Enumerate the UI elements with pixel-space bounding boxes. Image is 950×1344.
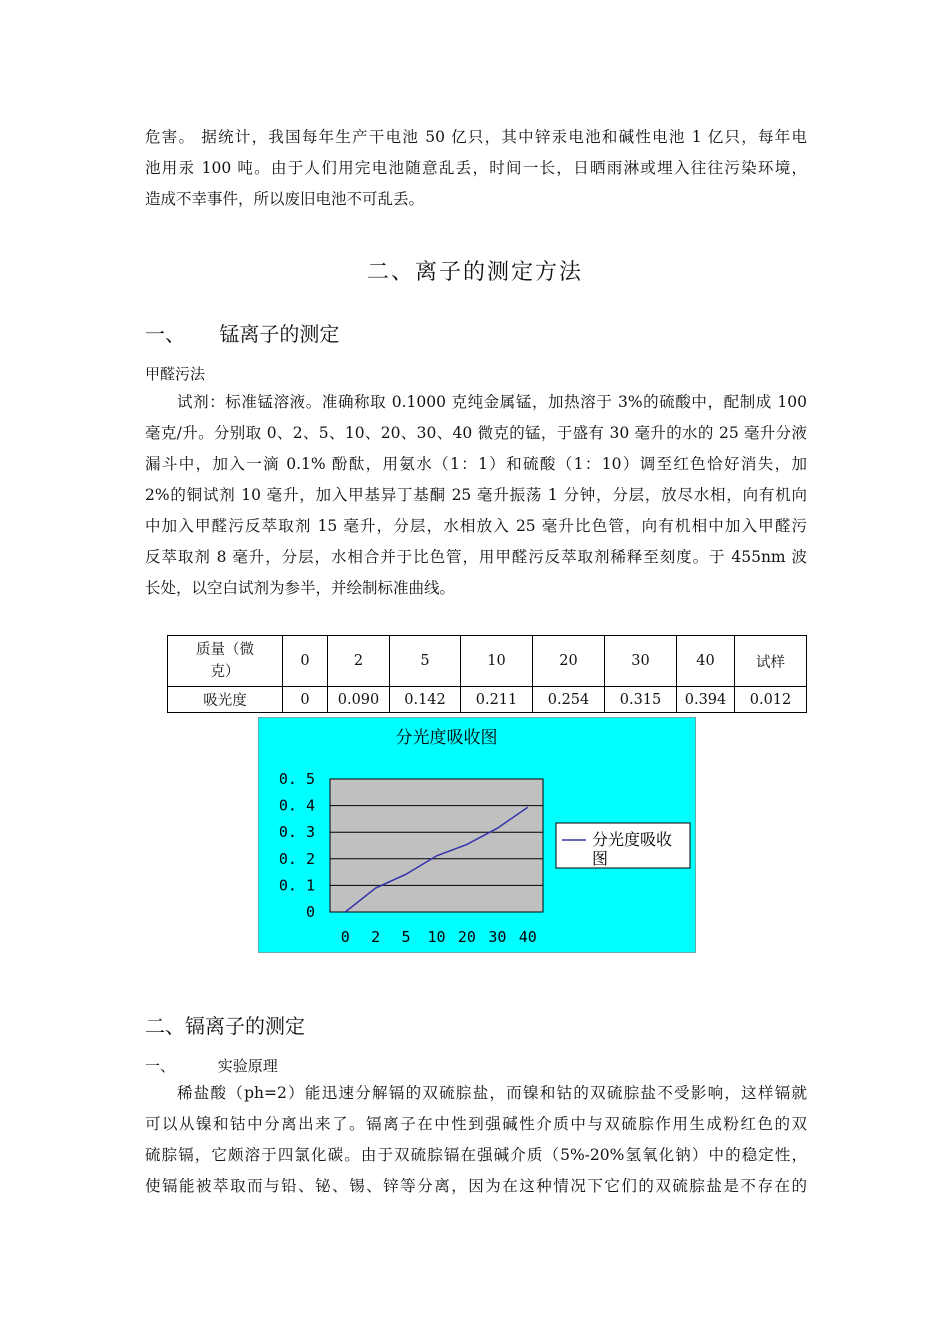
x-tick-label: 40: [518, 928, 537, 946]
absorbance-table: [167, 635, 807, 713]
text-line: 漏斗中，加入一滴 0.1% 酚酞，用氨水（1：1）和硫酸（1：10）调至红色恰好消失，加: [145, 455, 807, 473]
heading-number: 一、: [145, 322, 185, 346]
table-row: [168, 636, 807, 687]
table-cell: 0.090: [328, 687, 390, 713]
mass-header-cell: [168, 636, 283, 687]
x-tick-label: 10: [427, 928, 446, 946]
text-line: 使镉能被萃取而与铅、铋、锡、锌等分离，因为在这种情况下它们的双硫腙盐是不存在的: [145, 1177, 807, 1195]
manganese-paragraph: [145, 387, 807, 604]
text-line: 危害。 据统计，我国每年生产干电池 50 亿只，其中锌汞电池和碱性电池 1 亿只，每年电: [145, 128, 807, 146]
y-tick-label: 0. 1: [278, 876, 315, 895]
x-tick-label: 20: [457, 928, 476, 946]
text-line: 反萃取剂 8 毫升，分层，水相合并于比色管，用甲醛污反萃取剂稀释至刻度。于 455nm 波: [145, 548, 807, 566]
text-line: 稀盐酸（ph=2）能迅速分解镉的双硫腙盐，而镍和钴的双硫腙盐不受影响，这样镉就: [177, 1084, 807, 1102]
subheading-text: 实验原理: [217, 1057, 278, 1075]
x-tick-label: 0: [340, 928, 350, 946]
y-tick-label: 0: [305, 903, 315, 921]
table-cell: 2: [328, 636, 390, 687]
text-line: 造成不幸事件，所以废旧电池不可乱丢。: [145, 190, 425, 208]
x-tick-label: 5: [401, 928, 411, 946]
text-line: 可以从镍和钴中分离出来了。镉离子在中性到强碱性介质中与双硫腙作用生成粉红色的双: [145, 1115, 807, 1133]
table-cell: 0: [283, 687, 328, 713]
table-cell: 40: [677, 636, 735, 687]
legend-label: 图: [592, 849, 609, 868]
cadmium-heading: 二、镉离子的测定: [145, 1014, 305, 1038]
table-cell: 0.394: [677, 687, 735, 713]
chart-svg: [259, 718, 695, 952]
absorbance-header-cell: 吸光度: [168, 687, 283, 713]
table-cell: 0.254: [533, 687, 605, 713]
cadmium-paragraph: [145, 1078, 807, 1202]
legend-label: 分光度吸收: [592, 830, 673, 849]
subheading-number: 一、: [145, 1057, 176, 1075]
manganese-heading: [145, 318, 339, 347]
absorbance-chart: [258, 717, 696, 953]
table-cell: 20: [533, 636, 605, 687]
table-cell: 0.211: [461, 687, 533, 713]
section-title: 二、离子的测定方法: [366, 260, 583, 285]
table-row: [168, 687, 807, 713]
table-cell: 0: [283, 636, 328, 687]
text-line: 池用汞 100 吨。由于人们用完电池随意乱丢，时间一长，日晒雨淋或埋入往往污染环境，: [145, 159, 807, 177]
intro-paragraph: [145, 122, 807, 215]
text-line: 2%的铜试剂 10 毫升，加入甲基异丁基酮 25 毫升振荡 1 分钟，分层，放尽水相，向有机向: [145, 486, 807, 504]
text-line: 长处，以空白试剂为参半，并绘制标准曲线。: [145, 579, 456, 597]
x-tick-label: 2: [371, 928, 381, 946]
table-cell: 30: [605, 636, 677, 687]
chart-title: 分光度吸收图: [395, 728, 498, 748]
mass-header-line: 克）: [210, 664, 240, 680]
y-tick-label: 0. 5: [278, 770, 315, 788]
table-cell: 0.012: [735, 687, 807, 713]
table-cell: 10: [461, 636, 533, 687]
heading-text: 锰离子的测定: [219, 322, 340, 346]
text-line: 试剂：标准锰溶液。准确称取 0.1000 克纯金属锰，加热溶于 3%的硫酸中，配制成 100: [177, 393, 807, 411]
table-cell: 0.142: [390, 687, 461, 713]
table-cell: 试样: [735, 636, 807, 687]
text-line: 硫腙镉，它颇溶于四氯化碳。由于双硫腙镉在强碱介质（5%-20%氢氧化钠）中的稳定性，: [145, 1146, 807, 1164]
method-name: 甲醛污法: [145, 365, 206, 383]
y-tick-label: 0. 4: [278, 796, 315, 815]
x-tick-label: 30: [488, 928, 507, 946]
text-line: 中加入甲醛污反萃取剂 15 毫升，分层，水相放入 25 毫升比色管，向有机相中加入甲醛污: [145, 517, 807, 535]
table-cell: 0.315: [605, 687, 677, 713]
text-line: 毫克/升。分别取 0、2、5、10、20、30、40 微克的锰，于盛有 30 毫升的水的 25 毫升分液: [145, 424, 807, 442]
table-cell: 5: [390, 636, 461, 687]
principle-subheading: [145, 1055, 278, 1076]
mass-header-line: 质量（微: [196, 642, 254, 658]
plot-area: [330, 779, 543, 912]
y-tick-label: 0. 2: [278, 849, 315, 868]
y-tick-label: 0. 3: [278, 823, 315, 842]
